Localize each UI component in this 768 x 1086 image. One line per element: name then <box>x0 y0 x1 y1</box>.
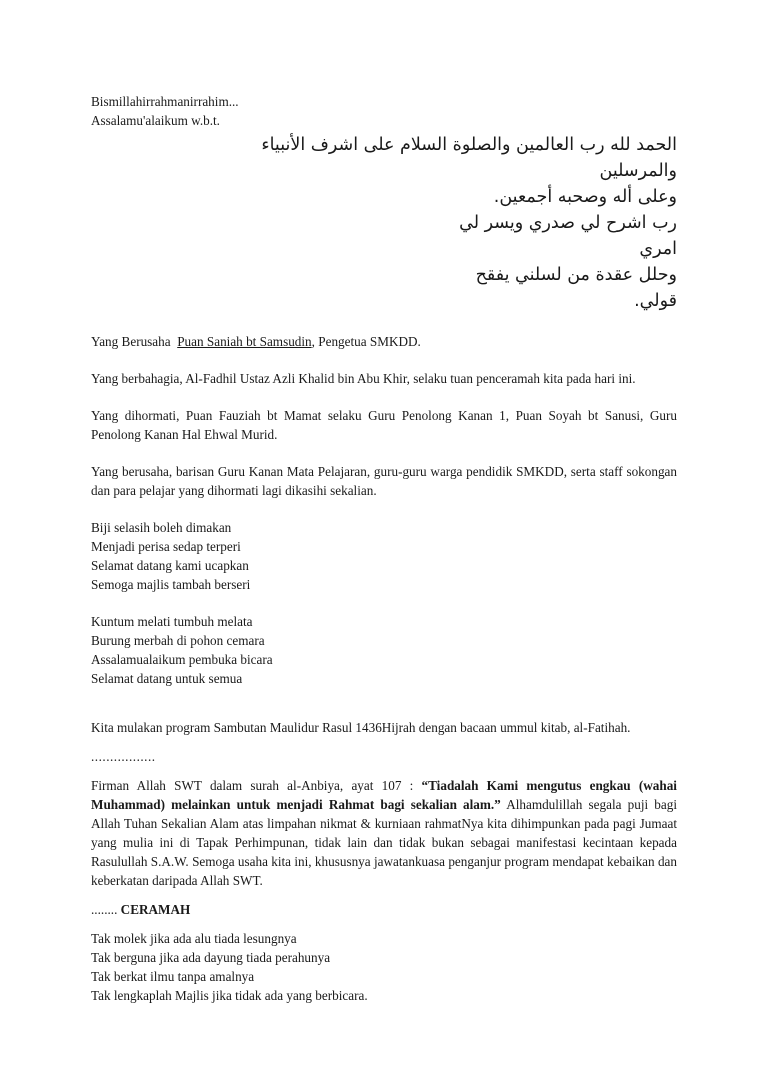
pantun-line: Selamat datang kami ucapkan <box>91 558 249 573</box>
pantun-penutup <box>91 929 677 1005</box>
greeting-pengetua-prefix: Yang Berusaha <box>91 334 178 349</box>
opening-salam: Assalamu'alaikum w.b.t. <box>91 113 220 128</box>
pantun-line: Biji selasih boleh dimakan <box>91 520 232 535</box>
firman-quote: “Tiadalah Kami mengutus engkau (wahai Muhammad) melainkan untuk menjadi Rahmat bagi sekalian alam.” <box>91 778 677 812</box>
pantun-line: Menjadi perisa sedap terperi <box>91 539 241 554</box>
greeting-pengetua-suffix: , Pengetua SMKDD. <box>311 334 421 349</box>
greeting-penceramah: Yang berbahagia, Al-Fadhil Ustaz Azli Khalid bin Abu Khir, selaku tuan penceramah kita pada hari ini. <box>91 371 636 386</box>
document-page <box>91 92 677 1005</box>
pantun-line: Assalamualaikum pembuka bicara <box>91 652 273 667</box>
pantun-line: Burung merbah di pohon cemara <box>91 633 265 648</box>
pantun-line: Kuntum melati tumbuh melata <box>91 614 253 629</box>
arabic-line-2: وعلى أله وصحبه أجمعين. <box>493 187 677 207</box>
greeting-guru: Yang berusaha, barisan Guru Kanan Mata Pelajaran, guru-guru warga pendidik SMKDD, serta staff sokongan dan para pelajar yang dihormati lagi dikasihi sekalian. <box>91 464 677 498</box>
greeting-pengetua <box>91 332 677 351</box>
arabic-line-4: وحلل عقدة من لسلني يفقح قولي. <box>475 265 677 311</box>
pantun-line: Tak berkat ilmu tanpa amalnya <box>91 969 255 984</box>
firman-intro: Firman Allah SWT dalam surah al-Anbiya, ayat 107 : <box>91 778 422 793</box>
ceramah-label: CERAMAH <box>120 902 191 917</box>
opening-bismillah: Bismillahirrahmanirrahim... <box>91 94 239 109</box>
program-dots: ................. <box>91 749 156 764</box>
pantun-line: Tak molek jika ada alu tiada lesungnya <box>91 931 297 946</box>
greeting-gpk: Yang dihormati, Puan Fauziah bt Mamat selaku Guru Penolong Kanan 1, Puan Soyah bt Sanusi, Guru Penolong Kanan Hal Ehwal Murid. <box>91 408 677 442</box>
pantun-line: Tak berguna jika ada dayung tiada perahunya <box>91 950 331 965</box>
arabic-line-3: رب اشرح لي صدري ويسر لي امري <box>459 213 677 259</box>
pantun-line: Semoga majlis tambah berseri <box>91 577 251 592</box>
arabic-doa <box>91 132 677 314</box>
firman-paragraph <box>91 776 677 890</box>
greeting-pengetua-name: Puan Saniah bt Samsudin <box>177 334 312 349</box>
ceramah-dots: ........ <box>91 902 121 917</box>
pantun-line: Tak lengkaplah Majlis jika tidak ada yang berbicara. <box>91 988 368 1003</box>
pantun-selamat-datang-1 <box>91 518 677 594</box>
arabic-line-1: الحمد لله رب العالمين والصلوة السلام على اشرف الأنبياء والمرسلين <box>261 135 677 181</box>
ceramah-heading <box>91 900 677 919</box>
pantun-selamat-datang-2 <box>91 612 677 688</box>
firman-body: Alhamdulillah segala puji bagi Allah Tuhan Sekalian Alam atas limpahan nikmat & kurniaan rahmatNya kita dihimpunkan pada pagi Jumaat yang mulia ini di Tapak Perhimpunan, tidak lain dan tidak bukan sebagai manifestasi kecintaan kepada Rasulullah S.A.W. Semoga usaha kita ini, khususnya jawatankuasa penganjur program mendapat kebaikan dan keberkatan daripada Allah SWT. <box>91 797 677 888</box>
program-intro: Kita mulakan program Sambutan Maulidur Rasul 1436Hijrah dengan bacaan ummul kitab, al-Fatihah. <box>91 720 631 735</box>
pantun-line: Selamat datang untuk semua <box>91 671 243 686</box>
